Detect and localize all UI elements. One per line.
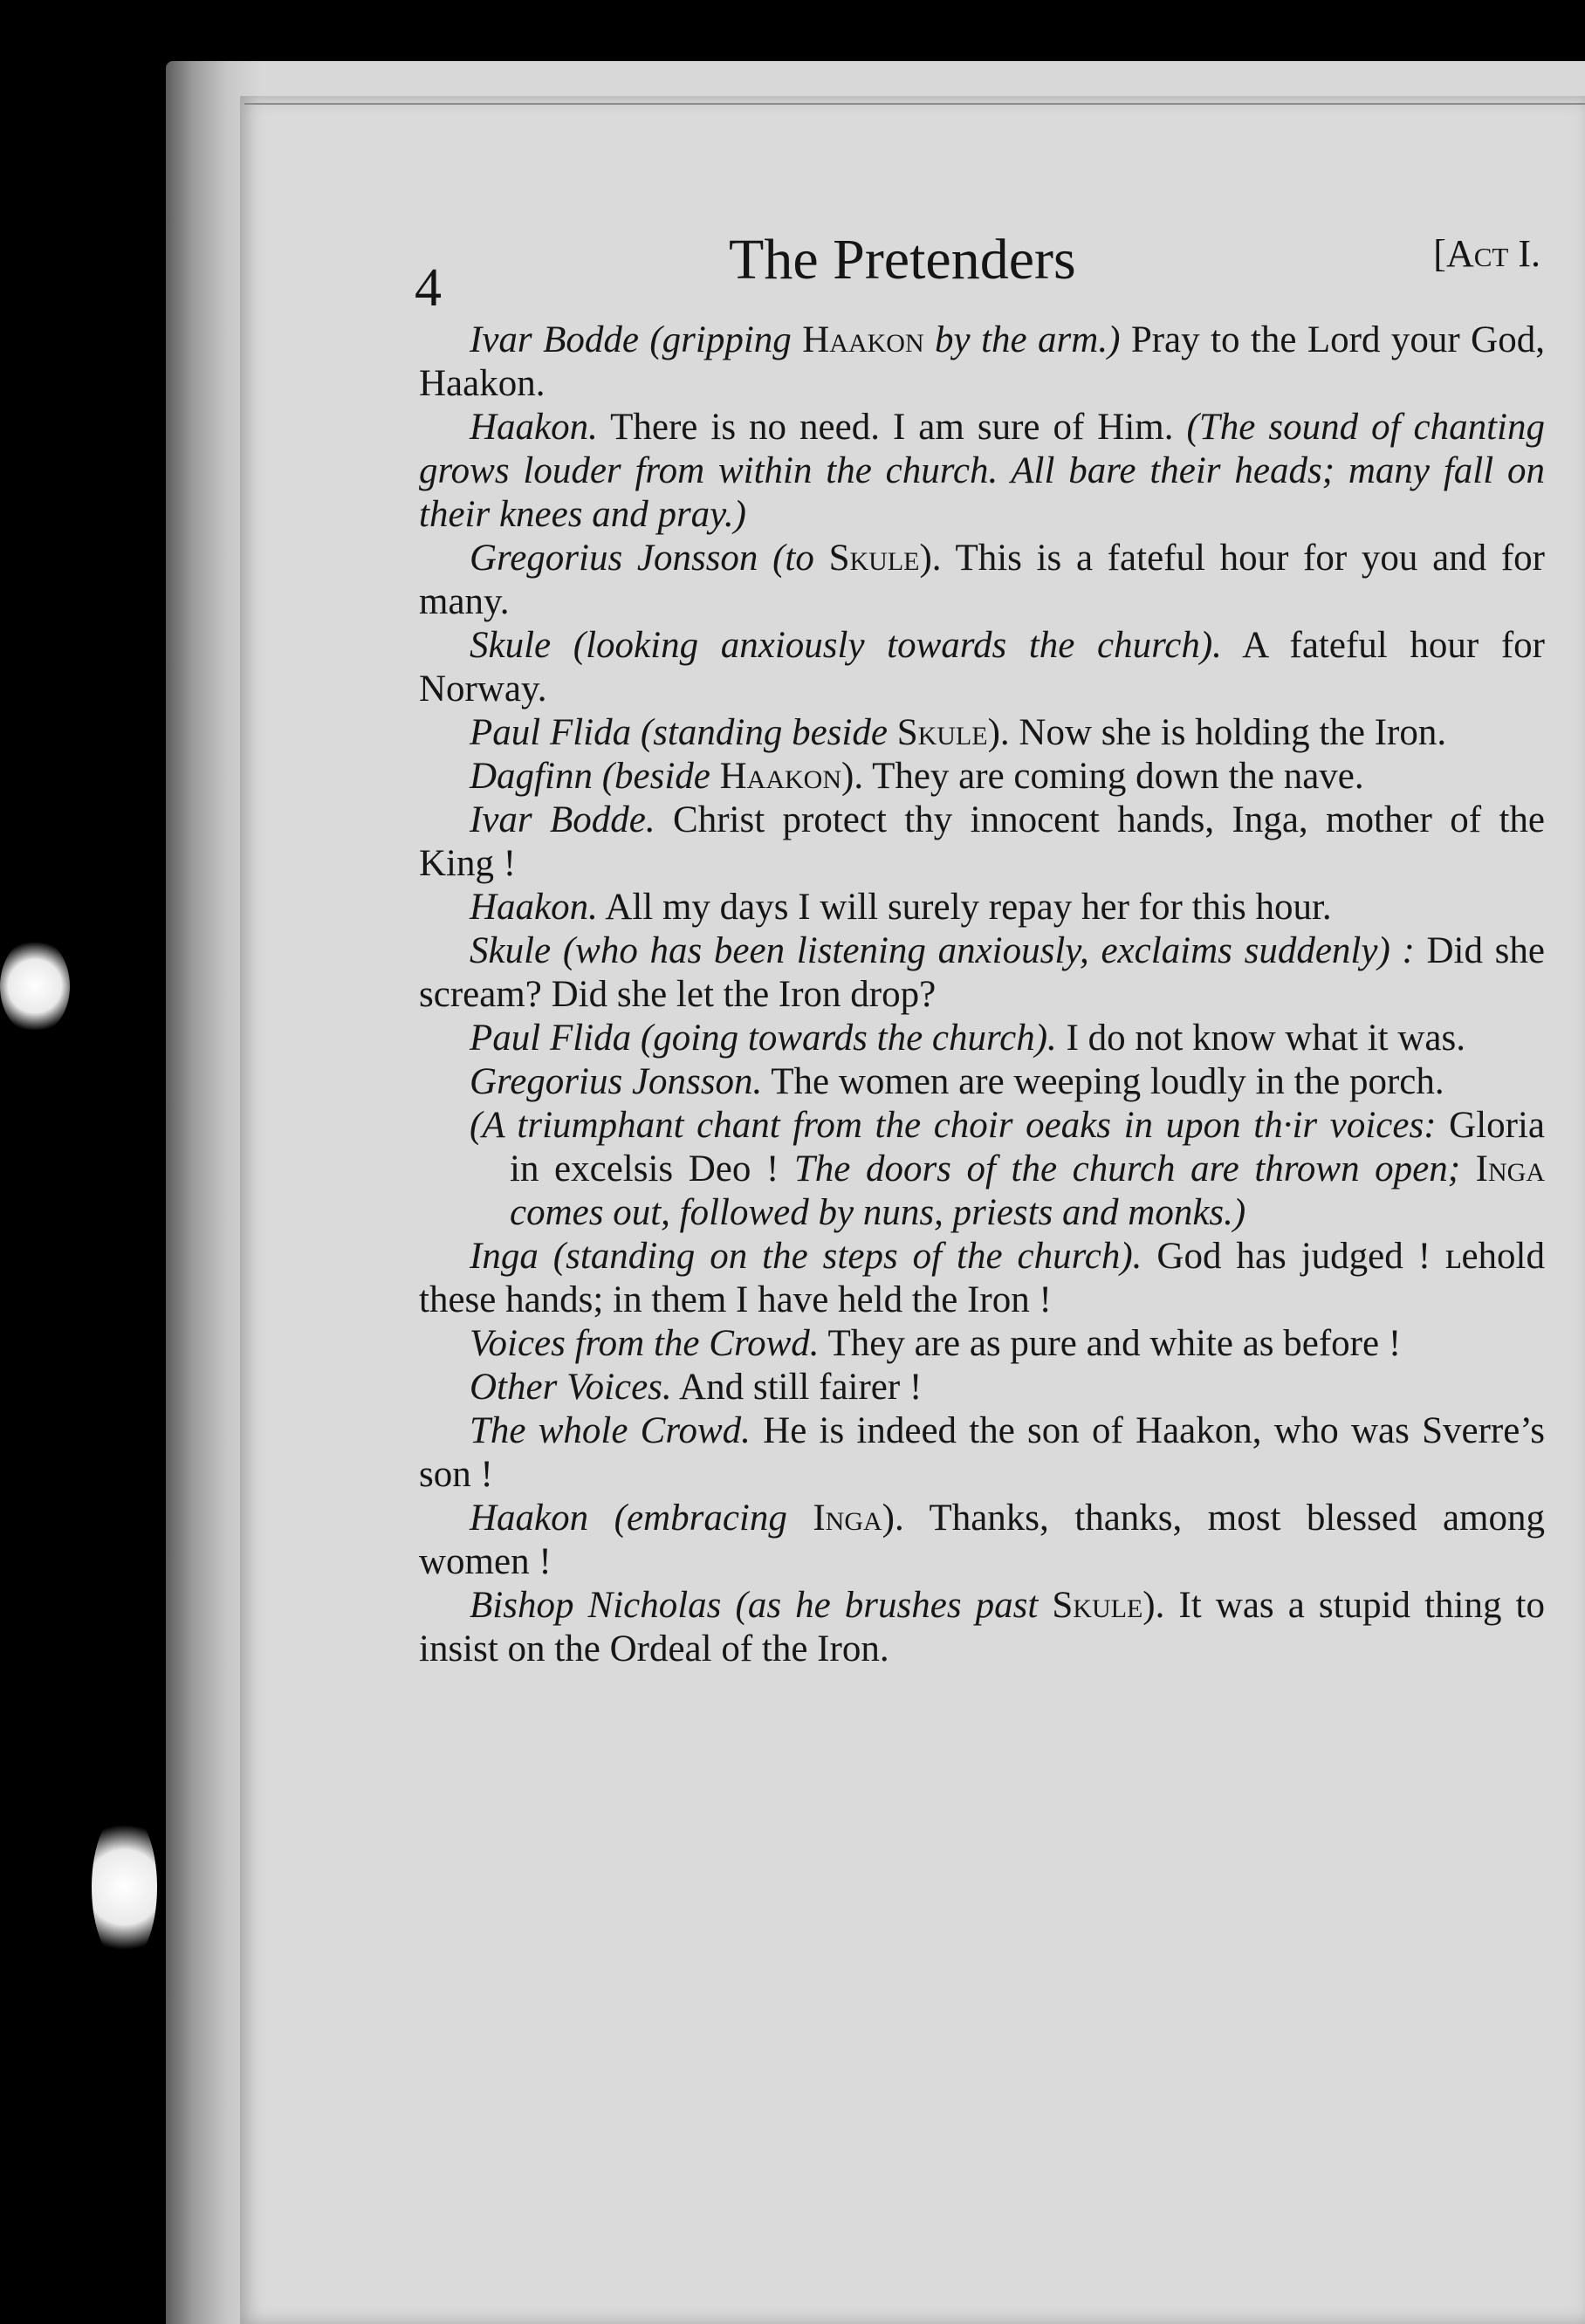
speech-paragraph bbox=[419, 1060, 1545, 1104]
stage-direction: (embracing Inga). bbox=[588, 1498, 904, 1539]
dialogue-text: Pray to the Lord your God, Haakon. bbox=[419, 319, 1545, 404]
dialogue-text: There is no need. I am sure of Him. bbox=[597, 407, 1187, 448]
dialogue-text: I do not know what it was. bbox=[1056, 1018, 1465, 1059]
dialogue-text: All my days I will surely repay her for this hour. bbox=[597, 887, 1332, 928]
stage-direction: (who has been listening anxiously, exclaims suddenly) : bbox=[551, 930, 1415, 971]
dialogue-text: Now she is holding the Iron. bbox=[1009, 712, 1447, 753]
play-text bbox=[419, 319, 1545, 1671]
speaker-name: The whole Crowd. bbox=[470, 1410, 751, 1451]
dialogue-text: Thanks, thanks, most blessed among women ! bbox=[419, 1498, 1545, 1582]
stage-direction: (to Skule). bbox=[758, 538, 942, 579]
speaker-name: Haakon. bbox=[470, 407, 598, 448]
speech-paragraph bbox=[419, 1017, 1545, 1060]
dialogue-text: They are as pure and white as before ! bbox=[819, 1323, 1402, 1364]
speech-paragraph bbox=[419, 1235, 1545, 1322]
speaker-name: Paul Flida bbox=[470, 712, 632, 753]
dialogue-text: It was a stupid thing to insist on the Ordeal of the Iron. bbox=[419, 1585, 1545, 1669]
page-top-edge bbox=[244, 103, 1585, 105]
speech-paragraph bbox=[419, 886, 1545, 929]
stage-direction: (going towards the church). bbox=[631, 1018, 1057, 1059]
speech-paragraph bbox=[419, 1409, 1545, 1497]
speech-paragraph bbox=[419, 406, 1545, 537]
speaker-name: Skule bbox=[470, 930, 552, 971]
speaker-name: Gregorius Jonsson. bbox=[470, 1061, 763, 1102]
speaker-name: Gregorius Jonsson bbox=[470, 538, 758, 579]
scan-blemish bbox=[92, 1811, 157, 1964]
stage-direction-block: (A triumphant chant from the choir ᴏeaks in upon th·ir voices: Gloria in excelsis Deo ! The doors of the church are thrown open; Inga comes out, followed by nuns, priests and monks.) bbox=[470, 1105, 1545, 1233]
speech-paragraph bbox=[419, 319, 1545, 406]
page-header bbox=[415, 214, 1540, 319]
speaker-name: Ivar Bodde. bbox=[470, 799, 655, 840]
dialogue-text: And still fairer ! bbox=[671, 1367, 923, 1408]
dialogue-text: They are coming down the nave. bbox=[863, 756, 1364, 797]
speech-paragraph bbox=[419, 711, 1545, 755]
dialogue-text: God has judged ! ʟehold these hands; in them I have held the Iron ! bbox=[419, 1236, 1546, 1320]
speech-paragraph bbox=[419, 537, 1545, 624]
speech-paragraph bbox=[419, 929, 1545, 1017]
speech-paragraph bbox=[419, 799, 1545, 886]
stage-direction: (The sound of chanting grows louder from within the church. All bare their heads; many fall on their knees and pray.) bbox=[419, 407, 1546, 535]
stage-direction: (looking anxiously towards the church). bbox=[551, 625, 1222, 666]
stage-direction: (standing on the steps of the church). bbox=[538, 1236, 1142, 1277]
running-title: The Pretenders bbox=[729, 228, 1076, 291]
speech-paragraph bbox=[419, 1497, 1545, 1584]
dialogue-text: This is a fateful hour for you and for many. bbox=[419, 538, 1546, 622]
speaker-name: Skule bbox=[470, 625, 552, 666]
speech-paragraph bbox=[419, 624, 1545, 711]
speaker-name: Dagfinn bbox=[470, 756, 593, 797]
stage-direction: (gripping Haakon by the arm.) bbox=[638, 319, 1121, 360]
speech-paragraph bbox=[419, 1366, 1545, 1409]
stage-direction: (beside Haakon). bbox=[592, 756, 864, 797]
stage-direction: (as he brushes past Skule). bbox=[721, 1585, 1165, 1626]
speaker-name: Bishop Nicholas bbox=[470, 1585, 722, 1626]
dialogue-text: He is indeed the son of Haakon, who was Sverre’s son ! bbox=[419, 1410, 1546, 1495]
speaker-name: Voices from the Crowd. bbox=[470, 1323, 820, 1364]
dialogue-text: A fateful hour for Norway. bbox=[419, 625, 1545, 710]
act-label: [Act I. bbox=[1433, 232, 1540, 275]
dialogue-text: The women are weeping loudly in the porch. bbox=[762, 1061, 1444, 1102]
speaker-name: Inga bbox=[470, 1236, 539, 1277]
dialogue-text: Did she scream? Did she let the Iron drop? bbox=[419, 930, 1545, 1015]
stage-direction: (standing beside Skule). bbox=[631, 712, 1010, 753]
speech-paragraph bbox=[419, 755, 1545, 799]
scan-blemish bbox=[0, 938, 70, 1034]
speaker-name: Paul Flida bbox=[470, 1018, 632, 1059]
speaker-name: Haakon bbox=[470, 1498, 589, 1539]
speech-paragraph bbox=[419, 1584, 1545, 1671]
speaker-name: Haakon. bbox=[470, 887, 598, 928]
dialogue-text: Christ protect thy innocent hands, Inga, mother of the King ! bbox=[419, 799, 1545, 884]
speech-paragraph bbox=[419, 1322, 1545, 1366]
page-number: 4 bbox=[415, 258, 442, 318]
speaker-name: Ivar Bodde bbox=[470, 319, 639, 360]
speaker-name: Other Voices. bbox=[470, 1367, 672, 1408]
